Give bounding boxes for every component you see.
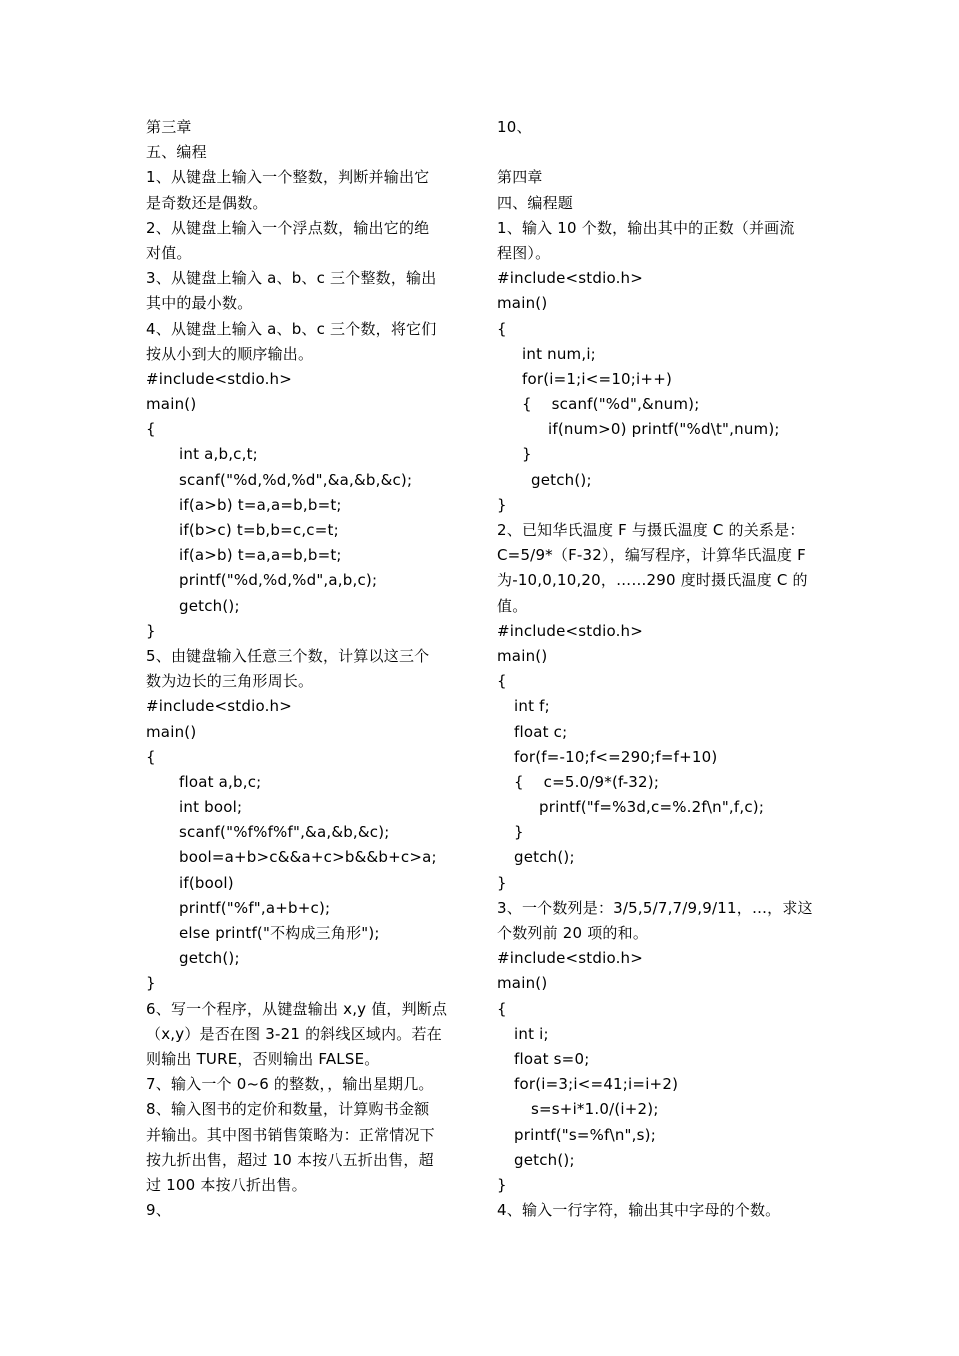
text-line: 程图）。 (497, 243, 551, 262)
text-line: （x,y）是否在图 3-21 的斜线区域内。若在 (146, 1024, 442, 1043)
text-line: 6、写一个程序，从键盘输出 x,y 值，判断点 (146, 999, 448, 1018)
text-line: main() (497, 974, 548, 993)
text-line: for(i=3;i<=41;i=i+2) (514, 1075, 679, 1094)
text-line: float c; (514, 722, 568, 741)
right-column (497, 115, 819, 1223)
text-line: if(bool) (179, 873, 234, 892)
text-line: 则输出 TURE，否则输出 FALSE。 (146, 1049, 380, 1068)
text-line: } (146, 974, 156, 993)
text-line: getch(); (514, 1150, 575, 1169)
text-line: for(i=1;i<=10;i++) (522, 369, 673, 388)
text-line: 4、从键盘上输入 a、b、c 三个数，将它们 (146, 319, 437, 338)
text-line: 第四章 (497, 168, 543, 187)
text-line: } (522, 445, 532, 464)
text-line: C=5/9*（F-32），编写程序，计算华氏温度 F (497, 546, 806, 565)
text-line: 个数列前 20 项的和。 (497, 924, 649, 942)
text-line: { (497, 672, 507, 691)
text-line: 第三章 (146, 118, 192, 136)
text-line: 并输出。其中图书销售策略为：正常情况下 (146, 1125, 435, 1144)
text-line: 是奇数还是偶数。 (146, 193, 268, 212)
text-line: #include<stdio.h> (497, 269, 644, 288)
text-line: 数为边长的三角形周长。 (146, 672, 314, 691)
text-line: int num,i; (522, 344, 596, 363)
text-line: int a,b,c,t; (179, 445, 258, 464)
text-line: } (497, 873, 507, 892)
text-line: printf("%f",a+b+c); (179, 898, 331, 917)
text-line: printf("f=%3d,c=%.2f\n",f,c); (539, 798, 765, 817)
text-line: printf("s=%f\n",s); (514, 1125, 656, 1144)
text-line: } (514, 823, 524, 842)
text-line: if(a>b) t=a,a=b,b=t; (179, 495, 342, 514)
text-line (497, 140, 819, 165)
text-line: int f; (514, 697, 550, 716)
text-line: 对值。 (146, 243, 192, 262)
text-line: #include<stdio.h> (146, 369, 293, 388)
text-line: { c=5.0/9*(f-32); (514, 772, 660, 791)
text-line: int i; (514, 1024, 549, 1043)
left-column (146, 115, 466, 1223)
text-line: float a,b,c; (179, 772, 262, 791)
text-line: 2、已知华氏温度 F 与摄氏温度 C 的关系是： (497, 521, 805, 539)
text-line: 9、 (146, 1201, 171, 1220)
text-line: 1、输入 10 个数，输出其中的正数（并画流 (497, 218, 795, 237)
text-line: 过 100 本按八折出售。 (146, 1175, 307, 1194)
text-line: } (146, 621, 156, 640)
text-line: #include<stdio.h> (146, 697, 293, 716)
text-line: 按九折出售，超过 10 本按八五折出售，超 (146, 1150, 434, 1169)
text-line: 为-10,0,10,20，……290 度时摄氏温度 C 的 (497, 571, 808, 590)
text-line: scanf("%f%f%f",&a,&b,&c); (179, 823, 390, 842)
text-line: getch(); (179, 949, 240, 968)
text-line: if(a>b) t=a,a=b,b=t; (179, 546, 342, 565)
text-line: 7、输入一个 0~6 的整数，，输出星期几。 (146, 1075, 434, 1094)
text-line: { (497, 999, 507, 1018)
text-line: 值。 (497, 596, 528, 615)
text-line: 四、编程题 (497, 193, 574, 212)
text-line: printf("%d,%d,%d",a,b,c); (179, 571, 378, 590)
text-line: float s=0; (514, 1049, 590, 1068)
text-line: s=s+i*1.0/(i+2); (531, 1100, 659, 1119)
text-line: 五、编程 (146, 143, 207, 162)
text-line: main() (146, 722, 197, 741)
text-line: main() (497, 294, 548, 313)
text-line: if(b>c) t=b,b=c,c=t; (179, 521, 339, 539)
text-line: { (497, 319, 507, 338)
text-line: #include<stdio.h> (497, 949, 644, 968)
text-line: } (497, 495, 507, 514)
text-line: 2、从键盘上输入一个浮点数，输出它的绝 (146, 218, 430, 237)
text-line: 3、一个数列是：3/5,5/7,7/9,9/11，…，求这 (497, 898, 813, 917)
text-line: 10、 (497, 118, 532, 136)
text-line: #include<stdio.h> (497, 621, 644, 640)
text-line: for(f=-10;f<=290;f=f+10) (514, 747, 718, 766)
text-line: 1、从键盘上输入一个整数，判断并输出它 (146, 168, 430, 187)
text-line: { (146, 747, 156, 766)
text-line: if(num>0) printf("%d\t",num); (548, 420, 780, 439)
text-line: bool=a+b>c&&a+c>b&&b+c>a; (179, 848, 437, 867)
text-line: getch(); (514, 848, 575, 867)
text-line: scanf("%d,%d,%d",&a,&b,&c); (179, 470, 413, 489)
text-line: getch(); (179, 596, 240, 615)
text-line: else printf("不构成三角形"); (179, 924, 380, 942)
text-line: } (497, 1175, 507, 1194)
text-line: 8、输入图书的定价和数量，计算购书金额 (146, 1100, 430, 1119)
text-line: 其中的最小数。 (146, 294, 253, 313)
text-line: int bool; (179, 798, 243, 817)
text-line: main() (497, 646, 548, 665)
text-line: main() (146, 395, 197, 414)
text-line: 按从小到大的顺序输出。 (146, 344, 314, 363)
text-line: { (146, 420, 156, 439)
text-line: 4、输入一行字符，输出其中字母的个数。 (497, 1201, 781, 1220)
text-line: getch(); (531, 470, 592, 489)
text-line: { scanf("%d",&num); (522, 395, 700, 414)
text-line: 3、从键盘上输入 a、b、c 三个整数，输出 (146, 269, 437, 288)
text-line: 5、由键盘输入任意三个数，计算以这三个 (146, 646, 430, 665)
